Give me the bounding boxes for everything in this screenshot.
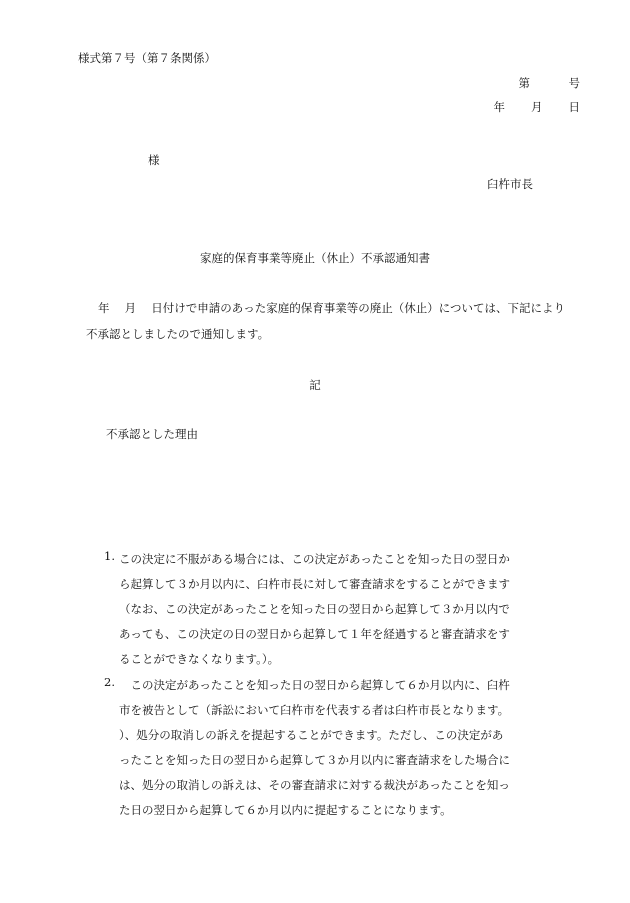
notice-1-line-4: あっても、この決定の日の翌日から起算して１年を経過すると審査請求をす bbox=[119, 627, 510, 641]
notice-2-line-2: 市を被告として（訴訟において臼杵市を代表する者は臼杵市長となります。 bbox=[119, 703, 510, 717]
body-line-1: 年 月 日付けで申請のあった家庭的保育事業等の廃止（休止）については、下記により bbox=[98, 301, 565, 315]
notice-1-number: 1. bbox=[104, 549, 115, 563]
notice-2-line-3: ）、処分の取消しの訴えを提起することができます。ただし、この決定があ bbox=[119, 728, 504, 742]
document-number: 第 号 bbox=[518, 76, 581, 90]
notice-2-line-6: た日の翌日から起算して６か月以内に提起することになります。 bbox=[119, 803, 452, 817]
notice-1-line-1: この決定に不服がある場合には、この決定があったことを知った日の翌日か bbox=[119, 552, 510, 566]
notice-1-line-5: ることができなくなります。）。 bbox=[119, 652, 280, 666]
notice-2-line-1: この決定があったことを知った日の翌日から起算して６か月以内に、臼杵 bbox=[119, 678, 510, 692]
body-line-2: 不承認としましたので通知します。 bbox=[86, 327, 270, 341]
sender-name: 臼杵市長 bbox=[487, 177, 533, 191]
document-title: 家庭的保育事業等廃止（休止）不承認通知書 bbox=[200, 251, 430, 265]
notice-1-line-3: （なお、この決定があったことを知った日の翌日から起算して３か月以内で bbox=[119, 602, 510, 616]
notice-2-line-4: ったことを知った日の翌日から起算して３か月以内に審査請求をした場合に bbox=[119, 753, 510, 767]
notice-1-line-2: ら起算して３か月以内に、臼杵市長に対して審査請求をすることができます bbox=[119, 577, 510, 591]
ki-heading: 記 bbox=[309, 378, 321, 392]
issue-date: 年 月 日 bbox=[493, 100, 581, 114]
notice-2-number: 2. bbox=[104, 675, 115, 689]
reason-heading: 不承認とした理由 bbox=[106, 427, 198, 441]
notice-2-line-5: は、処分の取消しの訴えは、その審査請求に対する裁決があったことを知っ bbox=[119, 778, 510, 792]
form-label: 様式第７号（第７条関係） bbox=[78, 51, 216, 65]
addressee-honorific: 様 bbox=[148, 153, 160, 167]
